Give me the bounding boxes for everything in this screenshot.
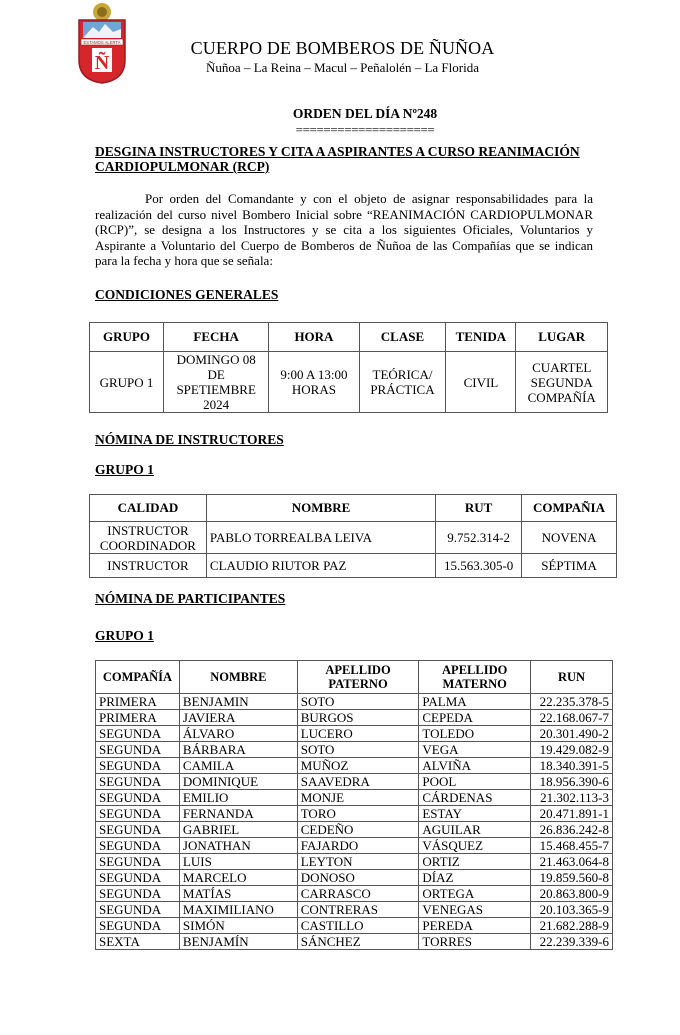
- cell-compania: SEGUNDA: [96, 838, 180, 854]
- cell-apellido-paterno: TORO: [297, 806, 419, 822]
- participant-row: [96, 934, 613, 950]
- cell-apellido-materno: CEPEDA: [419, 710, 531, 726]
- cell-nombre: MARCELO: [179, 870, 297, 886]
- cell-calidad: INSTRUCTOR COORDINADOR: [90, 522, 207, 554]
- cell-compania: SEGUNDA: [96, 854, 180, 870]
- cell-compania: SEGUNDA: [96, 870, 180, 886]
- cell-compania: SEGUNDA: [96, 886, 180, 902]
- cell-nombre: MATÍAS: [179, 886, 297, 902]
- cell-nombre: BÁRBARA: [179, 742, 297, 758]
- cell-nombre: LUIS: [179, 854, 297, 870]
- cell-apellido-paterno: FAJARDO: [297, 838, 419, 854]
- participant-row: [96, 694, 613, 710]
- cell-compania: SÉPTIMA: [522, 554, 617, 578]
- cell-apellido-materno: TORRES: [419, 934, 531, 950]
- participant-row: [96, 774, 613, 790]
- participant-row: [96, 806, 613, 822]
- cell-apellido-paterno: CASTILLO: [297, 918, 419, 934]
- cell-apellido-paterno: CONTRERAS: [297, 902, 419, 918]
- participant-row: [96, 758, 613, 774]
- participant-row: [96, 822, 613, 838]
- cell-run: 18.956.390-6: [531, 774, 613, 790]
- communes-line: Ñuñoa – La Reina – Macul – Peñalolén – La Florida: [206, 60, 479, 75]
- instructor-row: [90, 554, 617, 578]
- cell-run: 20.471.891-1: [531, 806, 613, 822]
- crest-letter: Ñ: [94, 52, 110, 74]
- organization-name: CUERPO DE BOMBEROS DE ÑUÑOA: [190, 38, 495, 58]
- cell-nombre: PABLO TORREALBA LEIVA: [206, 522, 435, 554]
- participant-row: [96, 886, 613, 902]
- cell-nombre: JONATHAN: [179, 838, 297, 854]
- cell-apellido-materno: PEREDA: [419, 918, 531, 934]
- cell-run: 26.836.242-8: [531, 822, 613, 838]
- cell-compania: PRIMERA: [96, 694, 180, 710]
- participant-row: [96, 742, 613, 758]
- instructors-group-heading: GRUPO 1: [95, 462, 154, 477]
- cell-apellido-materno: ESTAY: [419, 806, 531, 822]
- cell-nombre: CAMILA: [179, 758, 297, 774]
- participant-row: [96, 902, 613, 918]
- order-subject: DESGINA INSTRUCTORES Y CITA A ASPIRANTES A CURSO REANIMACIÓN CARDIOPULMONAR (RCP): [95, 144, 580, 174]
- participant-row: [96, 854, 613, 870]
- instructors-header-row: [90, 495, 617, 522]
- cell-run: 19.429.082-9: [531, 742, 613, 758]
- cell-run: 15.468.455-7: [531, 838, 613, 854]
- participant-row: [96, 790, 613, 806]
- cell-run: 20.863.800-9: [531, 886, 613, 902]
- participants-table: [95, 660, 613, 950]
- participants-heading: NÓMINA DE PARTICIPANTES: [95, 591, 286, 606]
- cell-apellido-materno: POOL: [419, 774, 531, 790]
- cell-rut: 9.752.314-2: [436, 522, 522, 554]
- cell-apellido-paterno: SOTO: [297, 694, 419, 710]
- cell-apellido-materno: VENEGAS: [419, 902, 531, 918]
- order-title: ORDEN DEL DÍA Nº248: [292, 106, 438, 121]
- cell-apellido-paterno: SOTO: [297, 742, 419, 758]
- cell-apellido-materno: VEGA: [419, 742, 531, 758]
- header-apellido-paterno: APELLIDO PATERNO: [297, 661, 419, 694]
- cell-run: 18.340.391-5: [531, 758, 613, 774]
- general-conditions-table: [89, 322, 608, 413]
- cell-tenida: CIVIL: [446, 352, 516, 413]
- cell-apellido-materno: TOLEDO: [419, 726, 531, 742]
- header-nombre: NOMBRE: [179, 661, 297, 694]
- cell-apellido-paterno: LEYTON: [297, 854, 419, 870]
- cell-compania: SEGUNDA: [96, 902, 180, 918]
- cell-lugar: CUARTEL SEGUNDA COMPAÑÍA: [516, 352, 608, 413]
- cell-apellido-materno: PALMA: [419, 694, 531, 710]
- cell-run: 21.463.064-8: [531, 854, 613, 870]
- instructor-row: [90, 522, 617, 554]
- cell-apellido-paterno: CARRASCO: [297, 886, 419, 902]
- cell-nombre: SIMÓN: [179, 918, 297, 934]
- cell-compania: SEGUNDA: [96, 726, 180, 742]
- cell-apellido-materno: VÁSQUEZ: [419, 838, 531, 854]
- cell-hora: 9:00 A 13:00 HORAS: [269, 352, 359, 413]
- cell-compania: SEGUNDA: [96, 774, 180, 790]
- general-conditions-heading: CONDICIONES GENERALES: [95, 287, 279, 302]
- cell-clase: TEÓRICA/ PRÁCTICA: [359, 352, 446, 413]
- header-fecha: FECHA: [164, 323, 269, 352]
- cell-apellido-materno: AGUILAR: [419, 822, 531, 838]
- participant-row: [96, 726, 613, 742]
- cell-nombre: MAXIMILIANO: [179, 902, 297, 918]
- intro-paragraph: Por orden del Comandante y con el objeto de asignar responsabilidades para la realización del curso nivel Bombero Inicial sobre “REANIMACIÓN CARDIOPULMONAR (RCP)”, se designa a los Instructores y se cita a los siguientes Oficiales, Voluntarios y Aspirante a Voluntario del Cuerpo de Bomberos de Ñuñoa de las Compañías que se indican para la fecha y hora que se señala:: [95, 191, 593, 268]
- general-conditions-header-row: [90, 323, 608, 352]
- cell-rut: 15.563.305-0: [436, 554, 522, 578]
- cell-run: 22.168.067-7: [531, 710, 613, 726]
- cell-nombre: JAVIERA: [179, 710, 297, 726]
- cell-run: 19.859.560-8: [531, 870, 613, 886]
- header-lugar: LUGAR: [516, 323, 608, 352]
- header-rut: RUT: [436, 495, 522, 522]
- cell-apellido-paterno: MONJE: [297, 790, 419, 806]
- cell-nombre: ÁLVARO: [179, 726, 297, 742]
- cell-compania: SEGUNDA: [96, 790, 180, 806]
- cell-apellido-materno: ORTIZ: [419, 854, 531, 870]
- cell-apellido-paterno: DONOSO: [297, 870, 419, 886]
- cell-apellido-materno: DÍAZ: [419, 870, 531, 886]
- cell-fecha: DOMINGO 08 DE SPETIEMBRE 2024: [164, 352, 269, 413]
- cell-nombre: BENJAMÍN: [179, 934, 297, 950]
- cell-apellido-paterno: SAAVEDRA: [297, 774, 419, 790]
- header-compania: COMPAÑÍA: [96, 661, 180, 694]
- instructors-table: [89, 494, 617, 578]
- cell-compania: NOVENA: [522, 522, 617, 554]
- cell-compania: SEGUNDA: [96, 806, 180, 822]
- cell-apellido-materno: ALVIÑA: [419, 758, 531, 774]
- cell-nombre: GABRIEL: [179, 822, 297, 838]
- cell-calidad: INSTRUCTOR: [90, 554, 207, 578]
- cell-compania: SEGUNDA: [96, 742, 180, 758]
- letterhead: [150, 38, 535, 76]
- cell-apellido-paterno: BURGOS: [297, 710, 419, 726]
- header-clase: CLASE: [359, 323, 446, 352]
- header-hora: HORA: [269, 323, 359, 352]
- participant-row: [96, 918, 613, 934]
- header-compania: COMPAÑIA: [522, 495, 617, 522]
- general-conditions-row: [90, 352, 608, 413]
- cell-compania: SEGUNDA: [96, 918, 180, 934]
- participant-row: [96, 710, 613, 726]
- header-grupo: GRUPO: [90, 323, 164, 352]
- cell-run: 21.682.288-9: [531, 918, 613, 934]
- order-separator: ====================: [295, 122, 435, 137]
- cell-run: 21.302.113-3: [531, 790, 613, 806]
- cell-apellido-paterno: SÁNCHEZ: [297, 934, 419, 950]
- cell-grupo: GRUPO 1: [90, 352, 164, 413]
- cell-apellido-materno: CÁRDENAS: [419, 790, 531, 806]
- cell-apellido-paterno: CEDEÑO: [297, 822, 419, 838]
- cell-apellido-materno: ORTEGA: [419, 886, 531, 902]
- cell-compania: SEGUNDA: [96, 822, 180, 838]
- cell-compania: PRIMERA: [96, 710, 180, 726]
- header-calidad: CALIDAD: [90, 495, 207, 522]
- cell-run: 22.235.378-5: [531, 694, 613, 710]
- crest-banner-text: ESTAMOS ALERTA: [83, 39, 121, 45]
- participants-group-heading: GRUPO 1: [95, 628, 154, 643]
- cell-nombre: BENJAMIN: [179, 694, 297, 710]
- cell-nombre: FERNANDA: [179, 806, 297, 822]
- participant-row: [96, 838, 613, 854]
- cell-compania: SEGUNDA: [96, 758, 180, 774]
- cell-nombre: DOMINIQUE: [179, 774, 297, 790]
- cell-compania: SEXTA: [96, 934, 180, 950]
- header-apellido-materno: APELLIDO MATERNO: [419, 661, 531, 694]
- cell-nombre: EMILIO: [179, 790, 297, 806]
- fire-department-crest-logo: [75, 2, 129, 84]
- cell-nombre: CLAUDIO RIUTOR PAZ: [206, 554, 435, 578]
- instructors-heading: NÓMINA DE INSTRUCTORES: [95, 432, 284, 447]
- header-nombre: NOMBRE: [206, 495, 435, 522]
- header-run: RUN: [531, 661, 613, 694]
- header-tenida: TENIDA: [446, 323, 516, 352]
- cell-apellido-paterno: LUCERO: [297, 726, 419, 742]
- cell-apellido-paterno: MUÑOZ: [297, 758, 419, 774]
- cell-run: 20.103.365-9: [531, 902, 613, 918]
- cell-run: 22.239.339-6: [531, 934, 613, 950]
- participant-row: [96, 870, 613, 886]
- cell-run: 20.301.490-2: [531, 726, 613, 742]
- participants-header-row: [96, 661, 613, 694]
